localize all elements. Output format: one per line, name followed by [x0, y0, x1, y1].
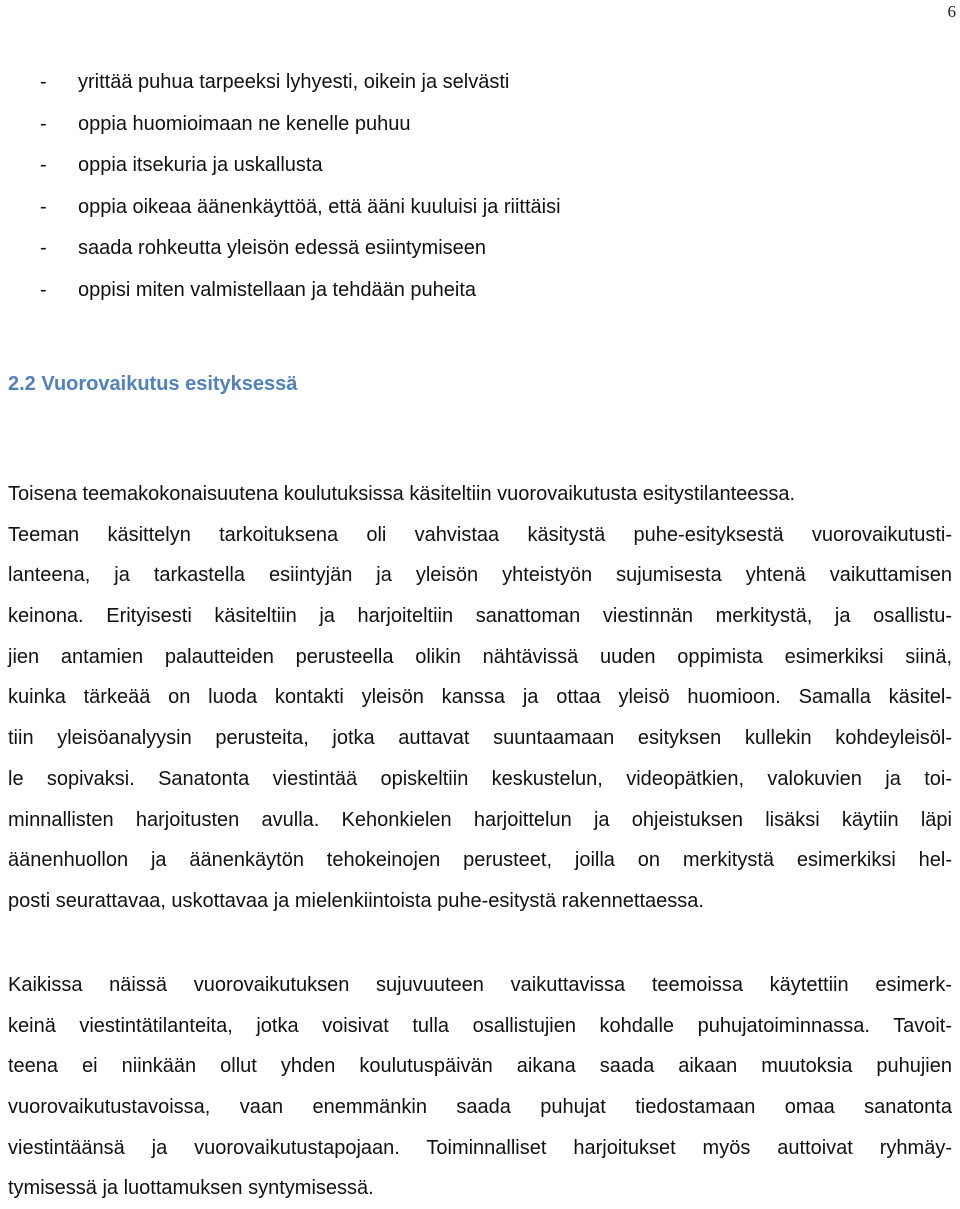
- paragraph-line: keinä viestintätilanteita, jotka voisivat tulla osallistujien kohdalle puhujatoiminnassa. Tavoit-: [8, 1014, 952, 1037]
- bullet-text: oppia oikeaa äänenkäyttöä, että ääni kuuluisi ja riittäisi: [78, 195, 561, 218]
- bullet-dash: -: [40, 195, 47, 218]
- list-item: [40, 145, 561, 187]
- paragraph-line: lanteena, ja tarkastella esiintyjän ja yleisön yhteistyön sujumisesta yhtenä vaikuttamisen: [8, 564, 952, 587]
- bullet-dash: -: [40, 154, 47, 177]
- bullet-text: oppia itsekuria ja uskallusta: [78, 154, 323, 177]
- bullet-text: yrittää puhua tarpeeksi lyhyesti, oikein ja selvästi: [78, 71, 510, 93]
- paragraph-line: äänenhuollon ja äänenkäytön tehokeinojen perusteet, joilla on merkitystä esimerkiksi hel-: [8, 849, 952, 872]
- list-item: [40, 187, 561, 229]
- section-heading: 2.2 Vuorovaikutus esityksessä: [8, 373, 298, 395]
- bullet-dash: -: [40, 112, 47, 135]
- paragraph-line: posti seurattavaa, uskottavaa ja mielenkiintoista puhe-esitystä rakennettaessa.: [8, 889, 704, 912]
- bullet-dash: -: [40, 237, 47, 260]
- bullet-text: oppisi miten valmistellaan ja tehdään puheita: [78, 278, 477, 301]
- paragraph-line: le sopivaksi. Sanatonta viestintää opiskeltiin keskustelun, videopätkien, valokuvien ja toi-: [8, 767, 952, 790]
- paragraph-line: kuinka tärkeää on luoda kontakti yleisön kanssa ja ottaa yleisö huomioon. Samalla käsitel-: [8, 686, 952, 709]
- list-item: [40, 270, 561, 312]
- paragraph-line: tymisessä ja luottamuksen syntymisessä.: [8, 1177, 374, 1200]
- bullet-text: oppia huomioimaan ne kenelle puhuu: [78, 112, 411, 135]
- paragraph-line: keinona. Erityisesti käsiteltiin ja harjoiteltiin sanattoman viestinnän merkitystä, ja osallistu-: [8, 605, 952, 628]
- list-item: [40, 62, 561, 104]
- paragraph-line: viestintäänsä ja vuorovaikutustapojaan. Toiminnalliset harjoitukset myös auttoivat ryhmäy-: [8, 1136, 952, 1159]
- paragraph-line: Toisena teemakokonaisuutena koulutuksissa käsiteltiin vuorovaikutusta esitystilanteessa.: [8, 483, 796, 505]
- bullet-dash: -: [40, 71, 47, 93]
- bullet-text: saada rohkeutta yleisön edessä esiintymiseen: [78, 237, 487, 260]
- list-item: [40, 228, 561, 270]
- paragraph-line: Teeman käsittelyn tarkoituksena oli vahvistaa käsitystä puhe-esityksestä vuorovaikutusti-: [8, 523, 952, 546]
- bullet-list: [40, 62, 561, 312]
- paragraph-line: teena ei niinkään ollut yhden koulutuspäivän aikana saada aikaan muutoksia puhujien: [8, 1055, 952, 1078]
- paragraph-line: jien antamien palautteiden perusteella olikin nähtävissä uuden oppimista esimerkiksi siinä,: [8, 645, 952, 668]
- body-paragraph: [8, 965, 952, 1209]
- page-number: 6: [947, 2, 956, 21]
- body-paragraph: [8, 474, 952, 922]
- paragraph-line: tiin yleisöanalyysin perusteita, jotka auttavat suuntaamaan esityksen kullekin kohdeyleisöl-: [8, 727, 952, 750]
- paragraph-line: Kaikissa näissä vuorovaikutuksen sujuvuuteen vaikuttavissa teemoissa käytettiin esimerk-: [8, 974, 952, 996]
- paragraph-line: minnallisten harjoitusten avulla. Kehonkielen harjoittelun ja ohjeistuksen lisäksi käytiin läpi: [8, 808, 952, 831]
- bullet-dash: -: [40, 278, 47, 301]
- paragraph-line: vuorovaikutustavoissa, vaan enemmänkin saada puhujat tiedostamaan omaa sanatonta: [8, 1096, 952, 1119]
- list-item: [40, 104, 561, 146]
